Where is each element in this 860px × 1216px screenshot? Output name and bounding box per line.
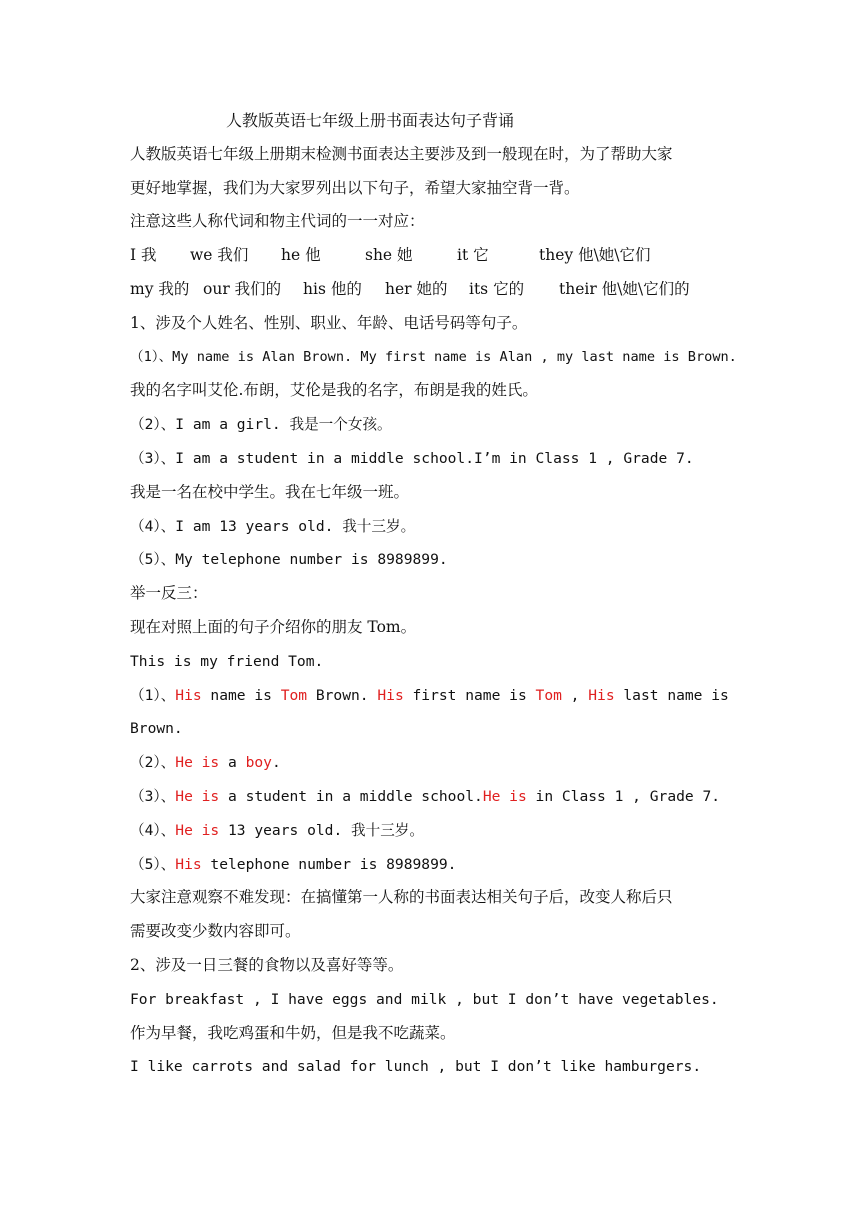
page-title: 人教版英语七年级上册书面表达句子背诵	[226, 111, 515, 130]
sentence-translation: 我的名字叫艾伦.布朗，艾伦是我的名字，布朗是我的姓氏。	[130, 381, 538, 400]
intro-line: 注意这些人称代词和物主代词的一一对应：	[130, 212, 425, 231]
text-run: name is	[201, 686, 281, 704]
sentence: （5）、My telephone number is 8989899.	[130, 551, 448, 569]
practice-heading: 举一反三：	[130, 584, 208, 603]
changed-word: Tom	[280, 686, 308, 704]
item-number: （4）、	[130, 821, 176, 839]
intro-line: 更好地掌握，我们为大家罗列出以下句子，希望大家抽空背一背。	[130, 178, 580, 197]
sentence-translation: 作为早餐，我吃鸡蛋和牛奶，但是我不吃蔬菜。	[130, 1023, 456, 1042]
changed-word: His	[588, 686, 615, 704]
pronoun-item: our 我们的	[203, 279, 282, 298]
changed-word: boy	[245, 754, 272, 772]
text-run: a	[219, 754, 246, 772]
pronoun-item: his 他的	[303, 279, 362, 298]
text-run: .	[271, 754, 281, 772]
practice-sentence-cont: Brown.	[130, 720, 183, 738]
text-run: last name is	[614, 686, 729, 704]
practice-sentence	[130, 746, 740, 780]
sentence-translation: 我是一名在校中学生。我在七年级一班。	[130, 482, 410, 501]
section-heading: 2、涉及一日三餐的食物以及喜好等等。	[130, 955, 404, 974]
section-heading: 1、涉及个人姓名、性别、职业、年龄、电话号码等句子。	[130, 313, 528, 332]
sentence: （4）、I am 13 years old. 我十三岁。	[130, 517, 416, 535]
pronoun-item: she 她	[365, 246, 413, 265]
text-run: in Class 1 , Grade 7.	[526, 787, 721, 805]
changed-word: His	[175, 686, 202, 704]
text-run: first name is	[403, 686, 536, 704]
text-run: a student in a middle school.	[219, 787, 483, 805]
text-run: telephone number is 8989899.	[201, 855, 457, 873]
practice-intro: This is my friend Tom.	[130, 652, 324, 670]
changed-word: He is	[482, 787, 527, 805]
text-run: Brown.	[307, 686, 378, 704]
note-line: 需要改变少数内容即可。	[130, 922, 301, 941]
sentence: （3）、I am a student in a middle school.I’m in Class 1 , Grade 7.	[130, 449, 694, 467]
changed-word: Tom	[535, 686, 562, 704]
text-run: ,	[561, 686, 589, 704]
pronoun-item: her 她的	[385, 279, 448, 298]
changed-word: He is	[175, 821, 220, 839]
sentence: （2）、I am a girl. 我是一个女孩。	[130, 416, 392, 434]
pronoun-item: we 我们	[190, 246, 249, 265]
sentence: （1）、My name is Alan Brown. My first name is Alan , my last name is Brown.	[130, 348, 737, 365]
item-number: （2）、	[130, 754, 176, 772]
pronoun-item: it 它	[457, 246, 489, 265]
document-body	[130, 104, 740, 1084]
pronoun-item: its 它的	[469, 279, 525, 298]
changed-word: His	[377, 686, 404, 704]
possessive-pronoun-row	[130, 273, 740, 307]
text-run: 13 years old. 我十三岁。	[219, 821, 424, 839]
note-line: 大家注意观察不难发现：在搞懂第一人称的书面表达相关句子后，改变人称后只	[130, 888, 673, 907]
item-number: （5）、	[130, 855, 176, 873]
pronoun-item: I 我	[130, 246, 157, 265]
changed-word: He is	[175, 787, 220, 805]
practice-instruction: 现在对照上面的句子介绍你的朋友 Tom。	[130, 617, 417, 636]
sentence: I like carrots and salad for lunch , but I don’t like hamburgers.	[130, 1058, 702, 1076]
item-number: （1）、	[130, 686, 176, 704]
subject-pronoun-row	[130, 239, 740, 273]
pronoun-item: my 我的	[130, 279, 190, 298]
pronoun-item: they 他\她\它们	[539, 246, 651, 265]
practice-sentence	[130, 679, 740, 713]
pronoun-item: he 他	[281, 246, 321, 265]
changed-word: He is	[175, 754, 220, 772]
practice-sentence	[130, 848, 740, 882]
practice-sentence	[130, 814, 740, 848]
intro-line: 人教版英语七年级上册期末检测书面表达主要涉及到一般现在时，为了帮助大家	[130, 144, 673, 163]
pronoun-item: their 他\她\它们的	[559, 279, 690, 298]
item-number: （3）、	[130, 787, 176, 805]
practice-sentence	[130, 780, 740, 814]
sentence: For breakfast , I have eggs and milk , but I don’t have vegetables.	[130, 990, 719, 1008]
changed-word: His	[175, 855, 202, 873]
